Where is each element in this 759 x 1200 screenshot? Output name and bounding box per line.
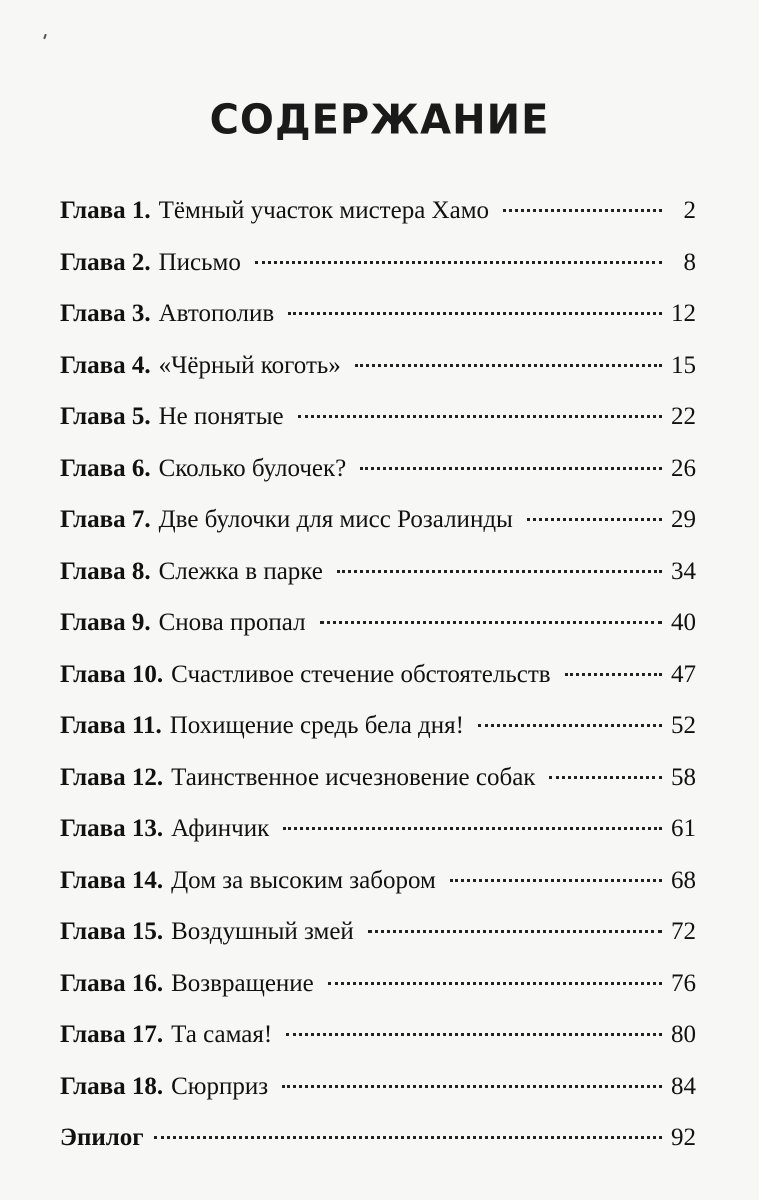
chapter-number: Глава 16. (60, 969, 164, 997)
toc-entry (60, 237, 696, 289)
page-number: 15 (671, 351, 696, 379)
chapter-title: Письмо (158, 248, 241, 276)
chapter-number: Глава 18. (60, 1072, 164, 1100)
chapter-number: Глава 2. (60, 248, 151, 276)
toc-entry (60, 700, 696, 752)
page-number: 22 (671, 403, 696, 430)
dot-leader (360, 467, 662, 470)
toc-entry (60, 906, 696, 958)
dot-leader (255, 261, 662, 264)
dot-leader (565, 673, 662, 676)
page-number: 29 (671, 506, 696, 533)
chapter-number: Глава 11. (60, 712, 162, 739)
chapter-title: «Чёрный коготь» (158, 351, 341, 379)
chapter-title: Слежка в парке (158, 557, 323, 585)
chapter-title: Сюрприз (171, 1072, 269, 1100)
toc-entry (60, 288, 696, 340)
toc-entry (60, 597, 696, 649)
epilogue-label: Эпилог (60, 1124, 144, 1151)
toc-entry (60, 855, 696, 907)
chapter-title: Две булочки для мисс Розалинды (158, 506, 513, 533)
chapter-number: Глава 5. (60, 403, 151, 430)
page-number: 58 (671, 763, 696, 791)
dot-leader (282, 1085, 662, 1088)
toc-entry (60, 649, 696, 701)
chapter-number: Глава 10. (60, 660, 164, 688)
chapter-number: Глава 12. (60, 763, 164, 791)
chapter-number: Глава 13. (60, 815, 164, 842)
chapter-title: Возвращение (171, 969, 314, 997)
chapter-number: Глава 6. (60, 454, 151, 482)
page-number: 52 (671, 712, 696, 739)
dot-leader (328, 982, 662, 985)
chapter-number: Глава 8. (60, 557, 151, 585)
dot-leader (283, 827, 662, 830)
chapter-title: Сколько булочек? (158, 454, 347, 482)
toc-entry (60, 803, 696, 855)
page-number: 40 (671, 609, 696, 636)
chapter-title: Счастливое стечение обстоятельств (171, 660, 551, 688)
dot-leader (527, 518, 662, 521)
toc-entry (60, 494, 696, 546)
chapter-number: Глава 15. (60, 918, 164, 945)
toc-entry (60, 391, 696, 443)
dot-leader (320, 621, 662, 624)
page-number: 84 (671, 1072, 696, 1100)
toc-entry (60, 1061, 696, 1113)
page-number: 34 (671, 557, 696, 585)
toc-entry (60, 1009, 696, 1061)
dot-leader (337, 570, 662, 573)
toc-entry (60, 546, 696, 598)
chapter-number: Глава 4. (60, 351, 151, 379)
chapter-number: Глава 3. (60, 300, 151, 327)
page-number: 76 (671, 969, 696, 997)
dot-leader (154, 1136, 662, 1139)
dot-leader (503, 209, 662, 212)
page-title: СОДЕРЖАНИЕ (209, 96, 550, 144)
chapter-title: Афинчик (171, 815, 270, 842)
chapter-number: Глава 14. (60, 866, 164, 894)
chapter-title: Дом за высоким забором (171, 866, 436, 894)
page-number: 61 (671, 815, 696, 842)
chapter-title: Воздушный змей (171, 918, 354, 945)
toc-entry (60, 340, 696, 392)
dot-leader (286, 1033, 662, 1036)
chapter-title: Снова пропал (158, 609, 306, 636)
chapter-number: Глава 9. (60, 609, 151, 636)
chapter-title: Таинственное исчезновение собак (171, 763, 536, 791)
chapter-number: Глава 17. (60, 1021, 164, 1048)
chapter-title: Не понятые (158, 403, 284, 430)
page-number: 80 (671, 1021, 696, 1048)
dot-leader (478, 724, 662, 727)
toc-entry (60, 958, 696, 1010)
page-number: 26 (671, 454, 696, 482)
chapter-number: Глава 1. (60, 197, 151, 224)
dot-leader (355, 364, 662, 367)
table-of-contents (60, 185, 696, 1164)
toc-entry (60, 443, 696, 495)
dot-leader (368, 930, 662, 933)
dot-leader (298, 415, 662, 418)
page-number: 2 (683, 197, 696, 224)
chapter-title: Та самая! (171, 1021, 273, 1048)
page-number: 47 (671, 660, 696, 688)
dot-leader (288, 312, 662, 315)
ink-speck (43, 34, 47, 39)
page-number: 8 (683, 248, 696, 276)
toc-entry (60, 185, 696, 237)
page-number: 92 (671, 1124, 696, 1151)
toc-entry-epilogue (60, 1112, 696, 1164)
page-number: 12 (671, 300, 696, 327)
chapter-title: Похищение средь бела дня! (169, 712, 464, 739)
chapter-title: Автополив (158, 300, 275, 327)
toc-entry (60, 752, 696, 804)
chapter-number: Глава 7. (60, 506, 151, 533)
dot-leader (450, 879, 662, 882)
page-number: 68 (671, 866, 696, 894)
dot-leader (549, 776, 662, 779)
chapter-title: Тёмный участок мистера Хамо (158, 197, 490, 224)
page-number: 72 (671, 918, 696, 945)
